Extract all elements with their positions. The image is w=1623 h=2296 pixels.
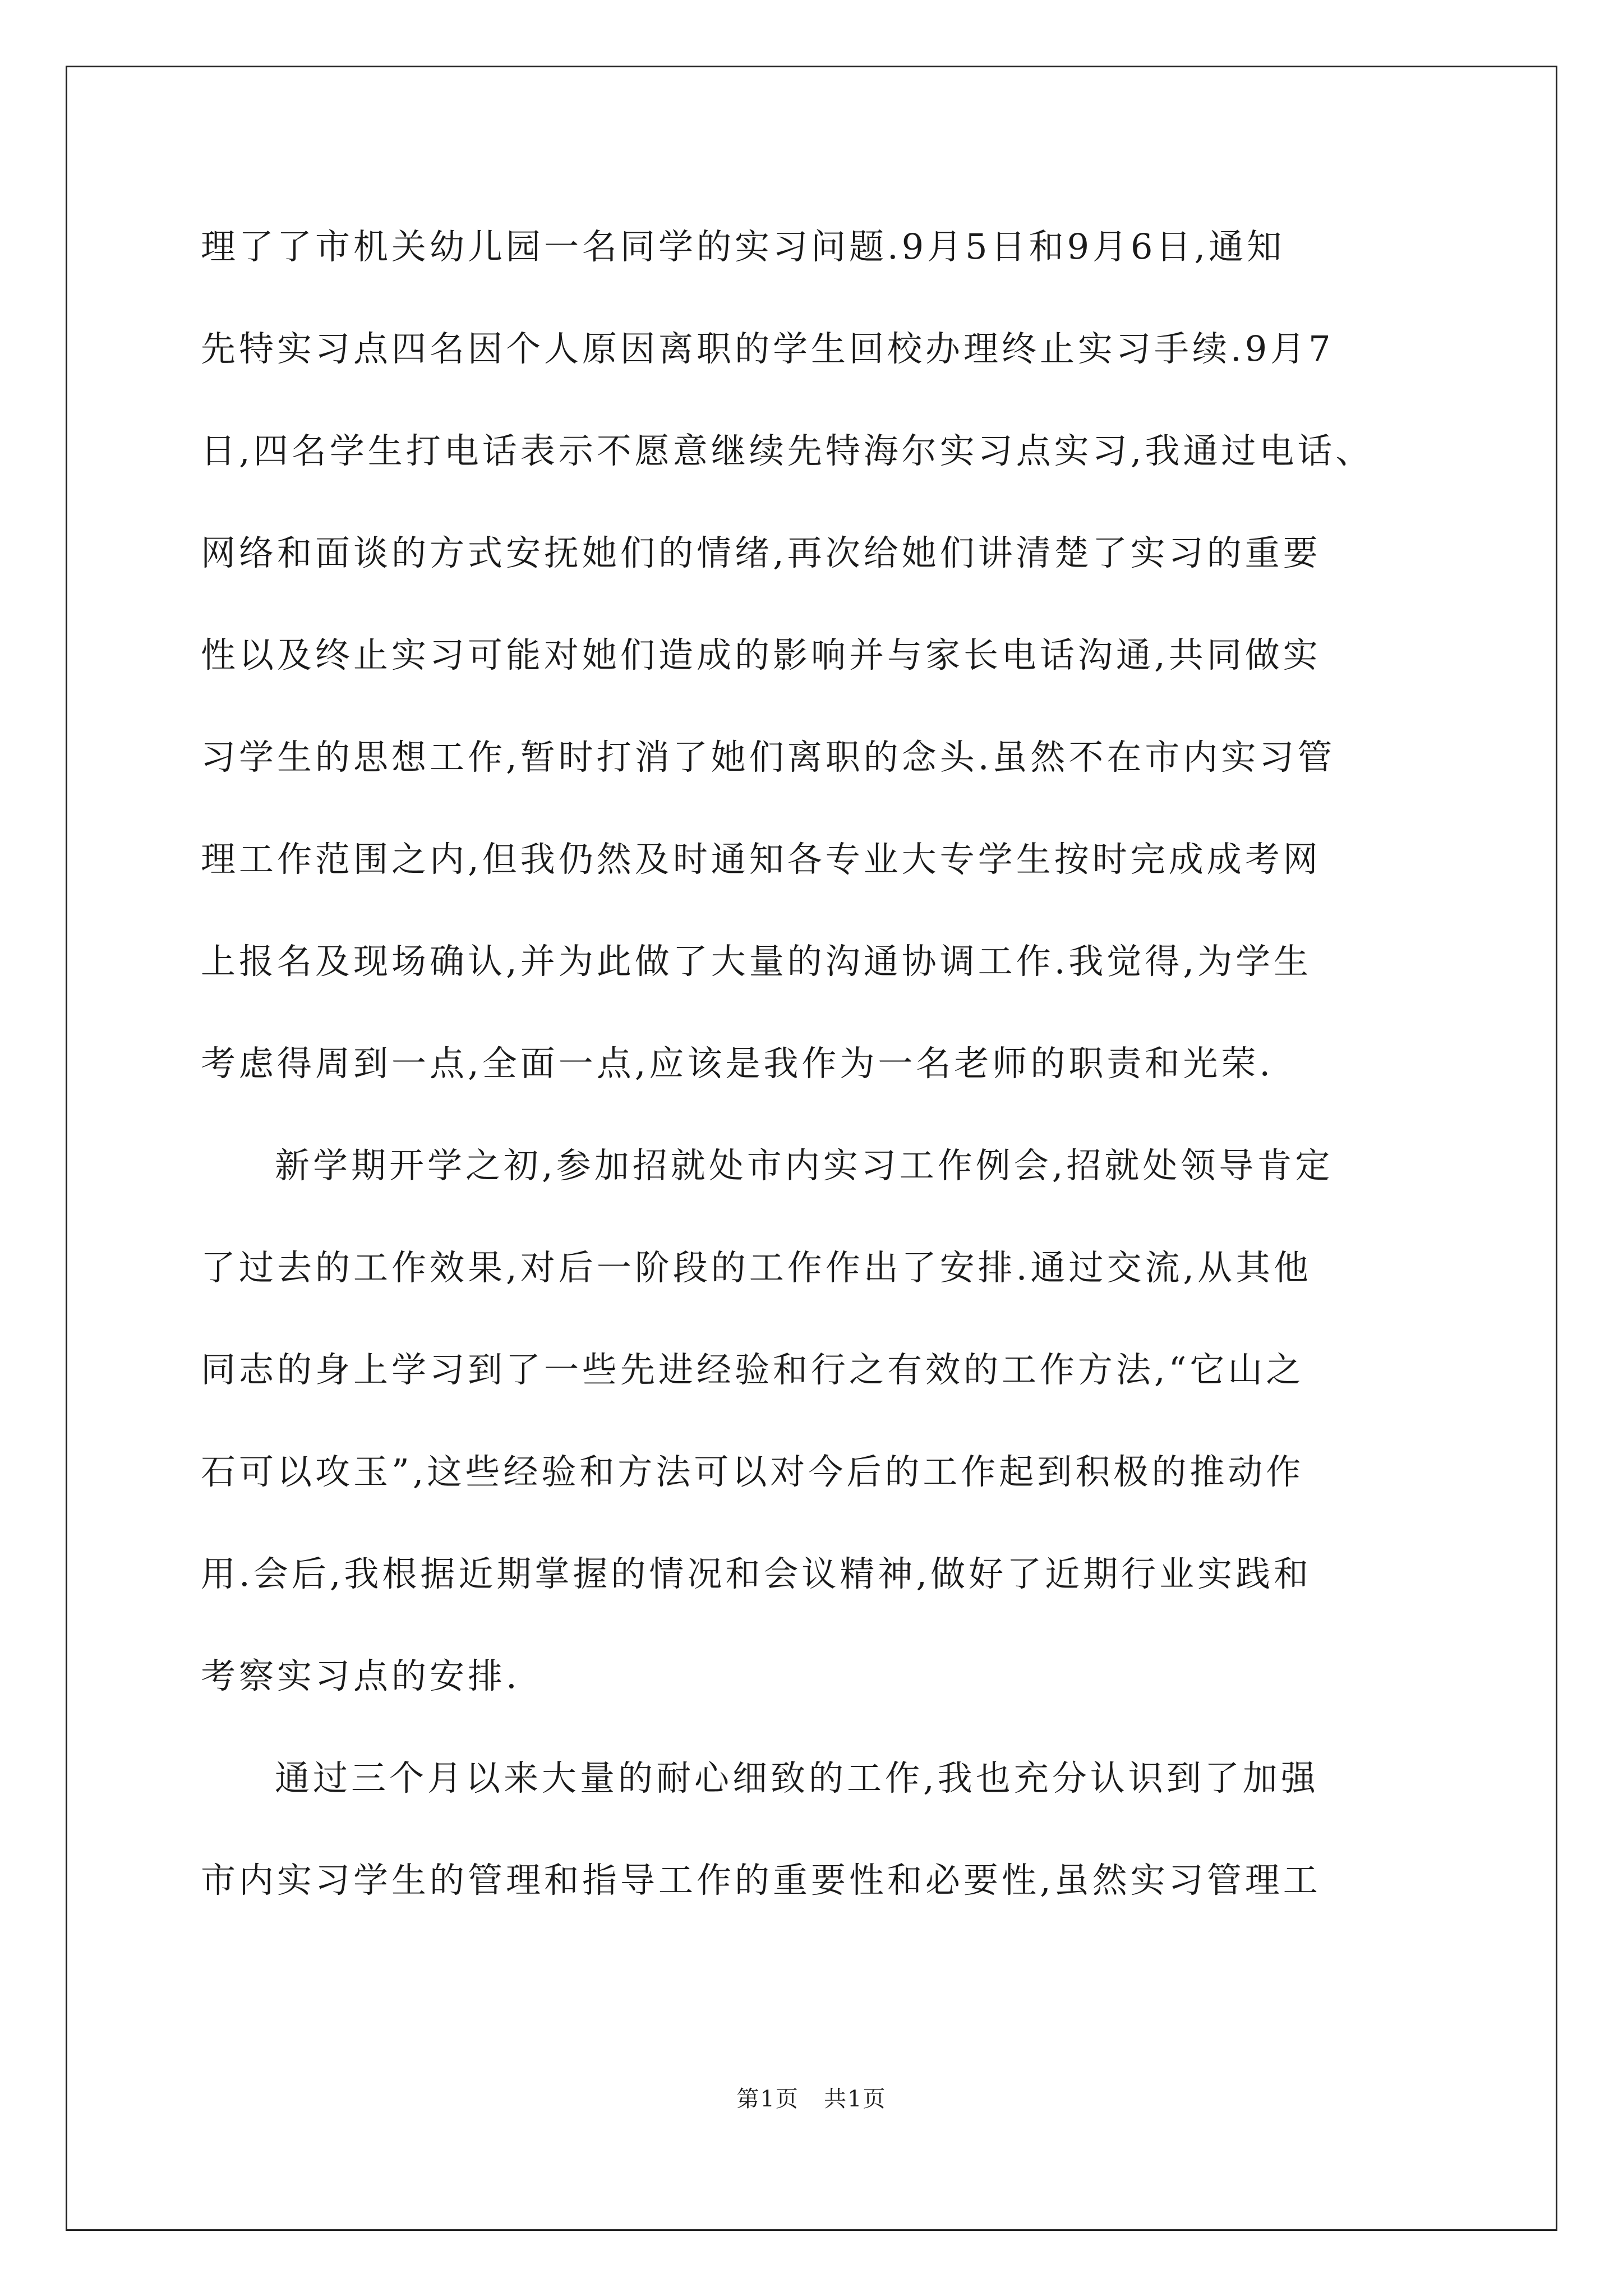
text-line: 考察实习点的安排. <box>201 1655 520 1696</box>
text-line: 了过去的工作效果,对后一阶段的工作作出了安排.通过交流,从其他 <box>201 1247 1312 1288</box>
text-line: 理工作范围之内,但我仍然及时通知各专业大专学生按时完成成考网 <box>201 839 1321 880</box>
text-line: 网络和面谈的方式安抚她们的情绪,再次给她们讲清楚了实习的重要 <box>201 532 1321 573</box>
text-line: 理了了市机关幼儿园一名同学的实习问题.9月5日和9月6日,通知 <box>201 226 1285 267</box>
text-line: 习学生的思想工作,暂时打消了她们离职的念头.虽然不在市内实习管 <box>201 737 1336 777</box>
text-line: 用.会后,我根据近期掌握的情况和会议精神,做好了近期行业实践和 <box>201 1553 1312 1594</box>
text-line: 先特实习点四名因个人原因离职的学生回校办理终止实习手续.9月7 <box>201 328 1334 369</box>
text-line: 日,四名学生打电话表示不愿意继续先特海尔实习点实习,我通过电话、 <box>201 430 1374 471</box>
text-line: 石可以攻玉”,这些经验和方法可以对今后的工作起到积极的推动作 <box>201 1451 1304 1492</box>
page-footer <box>0 2081 1623 2113</box>
page-number: 第1页 共1页 <box>736 2086 887 2112</box>
text-line: 市内实习学生的管理和指导工作的重要性和必要性,虽然实习管理工 <box>201 1860 1321 1901</box>
paragraph-first-line: 新学期开学之初,参加招就处市内实习工作例会,招就处领导肯定 <box>275 1145 1334 1186</box>
text-line: 上报名及现场确认,并为此做了大量的沟通协调工作.我觉得,为学生 <box>201 941 1312 982</box>
text-line: 考虑得周到一点,全面一点,应该是我作为一名老师的职责和光荣. <box>201 1043 1274 1084</box>
paragraph-first-line: 通过三个月以来大量的耐心细致的工作,我也充分认识到了加强 <box>275 1757 1319 1798</box>
text-line: 同志的身上学习到了一些先进经验和行之有效的工作方法,“它山之 <box>201 1349 1304 1390</box>
text-line: 性以及终止实习可能对她们造成的影响并与家长电话沟通,共同做实 <box>201 634 1321 675</box>
